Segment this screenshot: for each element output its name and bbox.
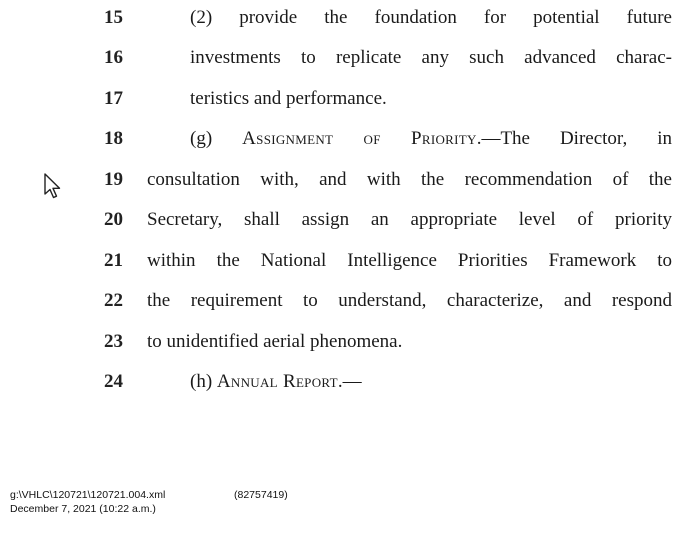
line-number: 19 <box>104 169 123 190</box>
line-text: .—The Director, in <box>476 128 672 149</box>
line-number: 20 <box>104 209 123 230</box>
document-line <box>0 367 686 397</box>
line-text: investments to replicate any such advanced charac- <box>190 47 672 68</box>
line-number: 17 <box>104 88 123 109</box>
document-line <box>0 124 686 154</box>
line-number: 24 <box>104 371 123 392</box>
line-text: .— <box>337 371 362 392</box>
line-number: 23 <box>104 331 123 352</box>
document-line <box>0 165 686 195</box>
line-text: within the National Intelligence Priorities Framework to <box>147 250 672 271</box>
document-line <box>0 84 686 114</box>
line-text: consultation with, and with the recommendation of the <box>147 169 672 190</box>
line-number: 16 <box>104 47 123 68</box>
document-line <box>0 3 686 33</box>
subsection-label: (g) <box>190 128 243 149</box>
document-line <box>0 205 686 235</box>
line-text: Secretary, shall assign an appropriate level of priority <box>147 209 672 230</box>
subsection-heading: Assignment of Priority <box>242 128 477 149</box>
line-number: 22 <box>104 290 123 311</box>
mouse-pointer-icon <box>43 172 65 202</box>
section-heading-line <box>190 124 672 154</box>
subsection-heading: Annual Report <box>216 371 338 392</box>
line-text: teristics and performance. <box>190 88 387 109</box>
document-line <box>0 246 686 276</box>
line-text: to unidentified aerial phenomena. <box>147 331 403 352</box>
footer-date: December 7, 2021 (10:22 a.m.) <box>10 503 156 515</box>
line-number: 18 <box>104 128 123 149</box>
subsection-label: (h) <box>190 371 217 392</box>
line-number: 15 <box>104 7 123 28</box>
document-line <box>0 43 686 73</box>
section-heading-line <box>190 367 672 397</box>
footer-file-path: g:\VHLC\120721\120721.004.xml <box>10 489 166 501</box>
document-line <box>0 327 686 357</box>
document-line <box>0 286 686 316</box>
line-number: 21 <box>104 250 123 271</box>
footer-doc-code: (82757419) <box>234 489 288 501</box>
line-text: the requirement to understand, characterize, and respond <box>147 290 672 311</box>
line-text: (2) provide the foundation for potential future <box>190 7 672 28</box>
